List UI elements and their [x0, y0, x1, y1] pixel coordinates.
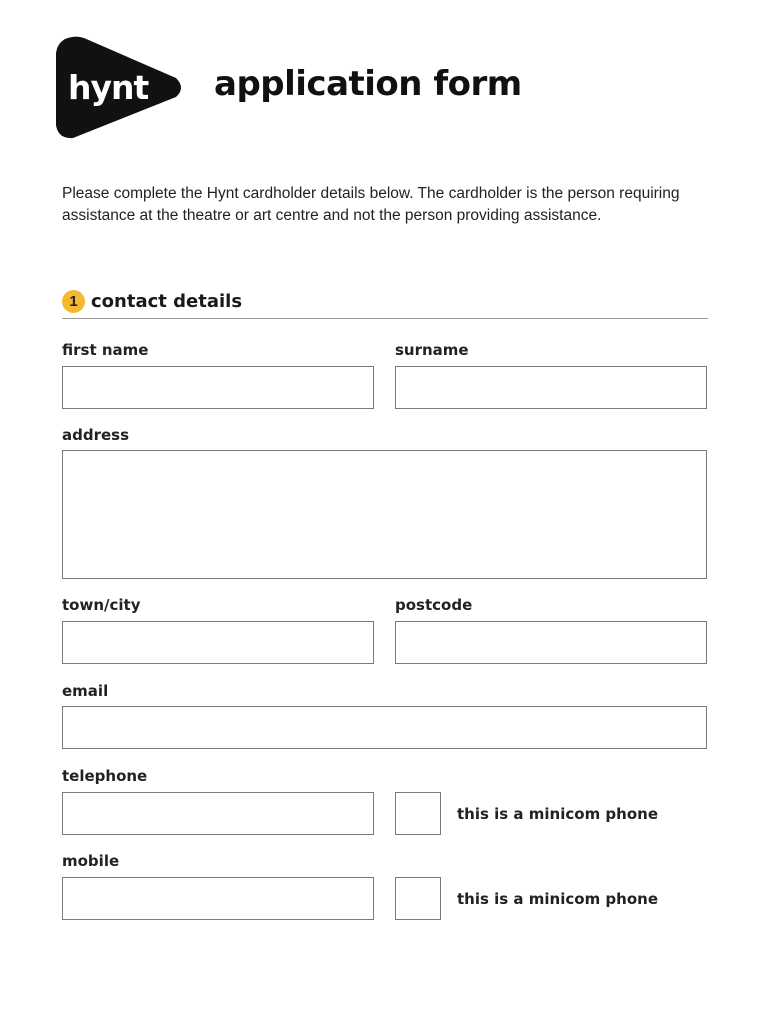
section-header-contact-details [62, 289, 708, 319]
telephone-minicom-label: this is a minicom phone [457, 805, 658, 823]
page-title: application form [214, 64, 522, 104]
logo-wordmark: hynt [68, 68, 149, 107]
hynt-logo [54, 35, 186, 140]
first-name-field[interactable] [62, 366, 374, 409]
telephone-field[interactable] [62, 792, 374, 835]
email-label: email [62, 682, 109, 700]
address-field[interactable] [62, 450, 707, 579]
surname-field[interactable] [395, 366, 707, 409]
section-number-badge: 1 [62, 290, 85, 313]
mobile-label: mobile [62, 852, 120, 870]
postcode-field[interactable] [395, 621, 707, 664]
intro-text: Please complete the Hynt cardholder details below. The cardholder is the person requiring assistance at the theatre or art centre and not the person providing assistance. [62, 185, 680, 224]
telephone-minicom-checkbox[interactable] [395, 792, 441, 835]
mobile-field[interactable] [62, 877, 374, 920]
postcode-label: postcode [395, 596, 473, 614]
telephone-label: telephone [62, 767, 148, 785]
mobile-minicom-label: this is a minicom phone [457, 890, 658, 908]
surname-label: surname [395, 341, 469, 359]
town-city-label: town/city [62, 596, 141, 614]
town-city-field[interactable] [62, 621, 374, 664]
address-label: address [62, 426, 130, 444]
first-name-label: first name [62, 341, 149, 359]
mobile-minicom-checkbox[interactable] [395, 877, 441, 920]
section-title: contact details [91, 291, 243, 312]
email-field[interactable] [62, 706, 707, 749]
